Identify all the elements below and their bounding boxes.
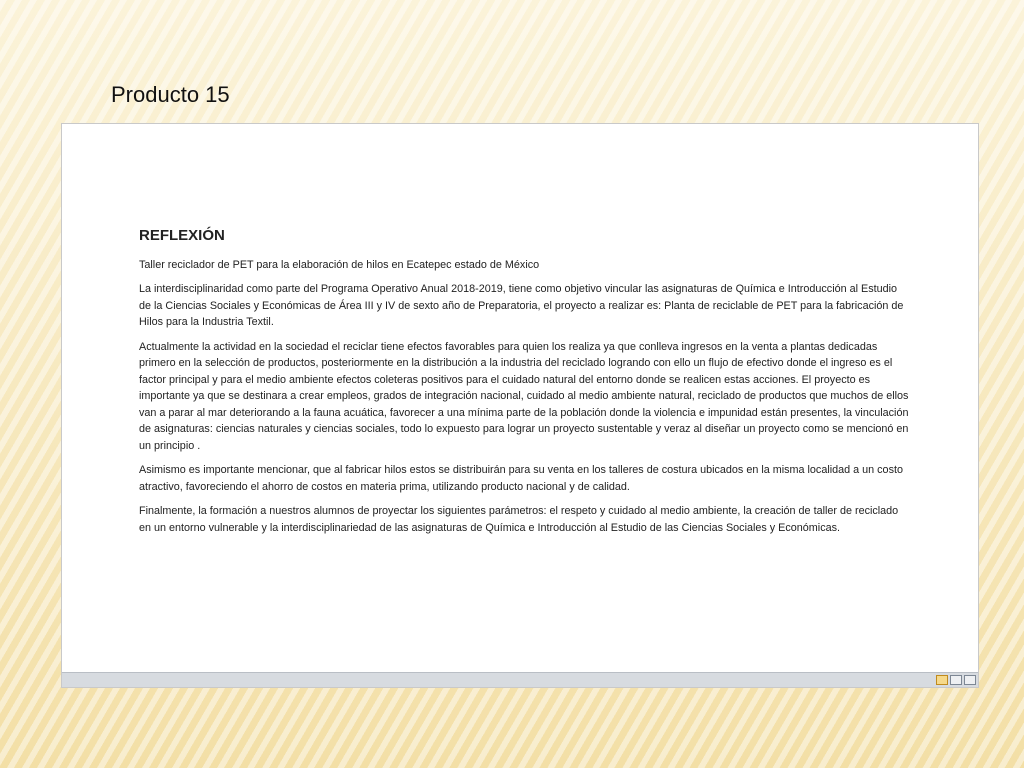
document-paragraph: La interdisciplinaridad como parte del Programa Operativo Anual 2018-2019, tiene como objetivo vincular las asignaturas de Química e Introducción al Estudio de la Ciencias Sociales y Económicas de Área III y IV de sexto año de Preparatoria, el proyecto a realizar es: Planta de reciclable de PET para la fabricación de Hilos para la Industria Textil. xyxy=(139,283,904,328)
document-screenshot xyxy=(61,123,979,688)
web-layout-icon[interactable] xyxy=(964,675,976,685)
document-paragraph: Finalmente, la formación a nuestros alumnos de proyectar los siguientes parámetros: el respeto y cuidado al medio ambiente, la creación de taller de reciclado en un entorno vulnerable y la interdisciplinariedad de las asignaturas de Química e Introducción al Estudio de las Ciencias Sociales y Económicas. xyxy=(139,505,899,534)
slide-title: Producto 15 xyxy=(111,82,230,107)
document-paragraph: Asimismo es importante mencionar, que al fabricar hilos estos se distribuirán para su venta en los talleres de costura ubicados en la misma localidad a un costo atractivo, favoreciendo el ahorro de costos en materia prima, utilizando producto nacional y de calidad. xyxy=(139,464,903,493)
full-screen-reading-icon[interactable] xyxy=(950,675,962,685)
print-layout-icon[interactable] xyxy=(936,675,948,685)
document-paragraph: Actualmente la actividad en la sociedad el reciclar tiene efectos favorables para quien los realiza ya que conlleva ingresos en la venta a plantas dedicadas primero en la selección de productos, posteriormente en la distribución a la industria del reciclado logrando con ello un flujo de efectivo donde el ingreso es el factor principal y para el medio ambiente efectos coleteras positivos para el cuidado natural del entorno donde se realicen estas acciones. El proyecto es importante ya que se destinara a crear empleos, grados de integración nacional, cuidado al medio ambiente natural, reciclado de productos que muchos de ellos van a parar al mar deteriorando a la fauna acuática, favorecer a una mínima parte de la población donde la violencia e impunidad están presentes, la vinculación de asignaturas: ciencias naturales y ciencias sociales, todo lo expuesto para lograr un proyecto sustentable y veraz al diseñar un proyecto como se mencionó en un principio . xyxy=(139,340,909,452)
word-status-bar xyxy=(62,672,978,687)
document-heading: REFLEXIÓN xyxy=(139,227,225,244)
view-buttons xyxy=(936,673,978,687)
document-subtitle: Taller reciclador de PET para la elaboración de hilos en Ecatepec estado de México xyxy=(139,258,540,271)
document-body xyxy=(139,228,909,544)
